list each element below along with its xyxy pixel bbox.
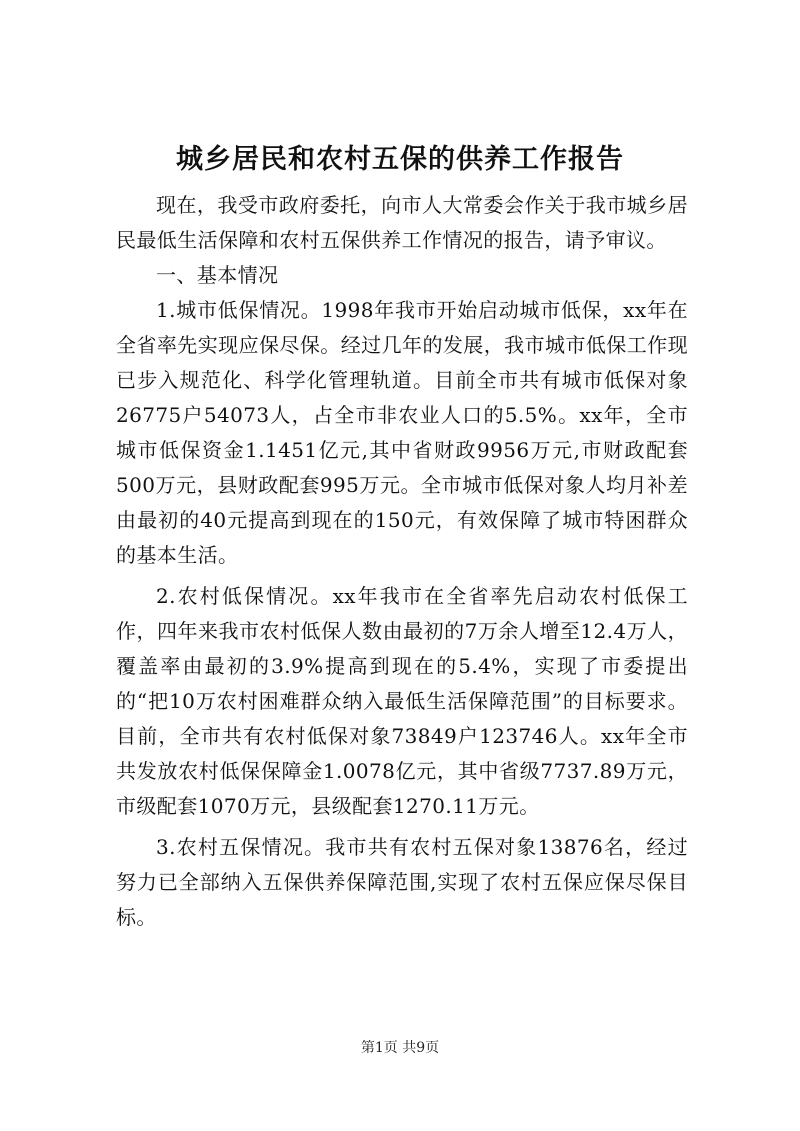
document-body: [116, 188, 688, 935]
paragraph-rural-wubao: 3.农村五保情况。我市共有农村五保对象13876名，经过努力已全部纳入五保供养保障范围,实现了农村五保应保尽保目标。: [116, 835, 688, 929]
document-title: 城乡居民和农村五保的供养工作报告: [176, 144, 624, 175]
paragraph-urban-dibao: 1.城市低保情况。1998年我市开始启动城市低保，xx年在全省率先实现应保尽保。经过几年的发展，我市城市低保工作现已步入规范化、科学化管理轨道。目前全市共有城市低保对象26775户54073人，占全市非农业人口的5.5%。xx年，全市城市低保资金1.1451亿元,其中省财政9956万元,市财政配套500万元，县财政配套995万元。全市城市低保对象人均月补差由最初的40元提高到现在的150元，有效保障了城市特困群众的基本生活。: [116, 298, 688, 567]
section-heading-basic-situation: 一、基本情况: [156, 263, 279, 287]
paragraph-intro: 现在，我受市政府委托，向市人大常委会作关于我市城乡居民最低生活保障和农村五保供养工作情况的报告，请予审议。: [116, 193, 688, 252]
page-footer: 第1页 共9页: [360, 1040, 440, 1056]
paragraph-rural-dibao: 2.农村低保情况。xx年我市在全省率先启动农村低保工作，四年来我市农村低保人数由最初的7万余人增至12.4万人，覆盖率由最初的3.9%提高到现在的5.4%，实现了市委提出的“把10万农村困难群众纳入最低生活保障范围”的目标要求。目前，全市共有农村低保对象73849户123746人。xx年全市共发放农村低保保障金1.0078亿元，其中省级7737.89万元，市级配套1070万元，县级配套1270.11万元。: [116, 584, 688, 818]
